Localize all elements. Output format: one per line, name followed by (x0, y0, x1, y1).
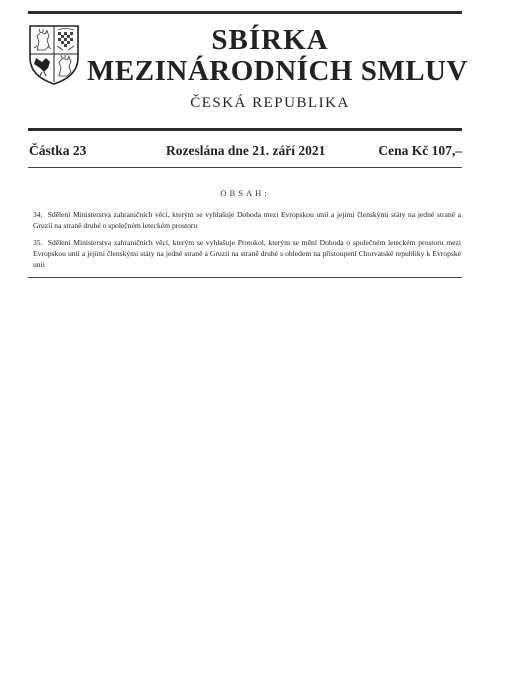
issue-price: Cena Kč 107,– (378, 143, 462, 158)
contents-entry (33, 238, 461, 270)
entry-number: 35. (33, 238, 43, 247)
country-subtitle: ČESKÁ REPUBLIKA (190, 95, 350, 111)
entry-text: Sdělení Ministerstva zahraničních věcí, kterým se vyhlašuje Dohoda mezi Evropskou unií a jejími členskými státy na jedné straně a Gruzií na straně druhé o společném leteckém prostoru (33, 210, 461, 230)
collection-title: SBÍRKA (211, 24, 329, 56)
contents-heading: OBSAH: (220, 188, 270, 198)
czech-coat-of-arms-icon (28, 24, 80, 86)
contents-bottom-rule (28, 277, 462, 278)
issue-number: Částka 23 (29, 143, 87, 158)
entry-text: Sdělení Ministerstva zahraničních věcí, kterým se vyhlašuje Protokol, kterým se mění Dohoda o společném leteckém prostoru mezi Evropskou unií a jejími členskými státy na jedné straně a Gruzií na straně druhé s ohledem na přistoupení Chorvatské republiky k Evropské unii (33, 238, 461, 269)
collection-title-line2: MEZINÁRODNÍCH SMLUV (87, 55, 468, 87)
publication-date: Rozeslána dne 21. září 2021 (166, 143, 326, 158)
top-rule (28, 11, 462, 14)
header-rule (28, 128, 462, 131)
meta-rule (28, 167, 462, 168)
contents-entry (33, 210, 461, 232)
entry-number: 34. (33, 210, 43, 219)
